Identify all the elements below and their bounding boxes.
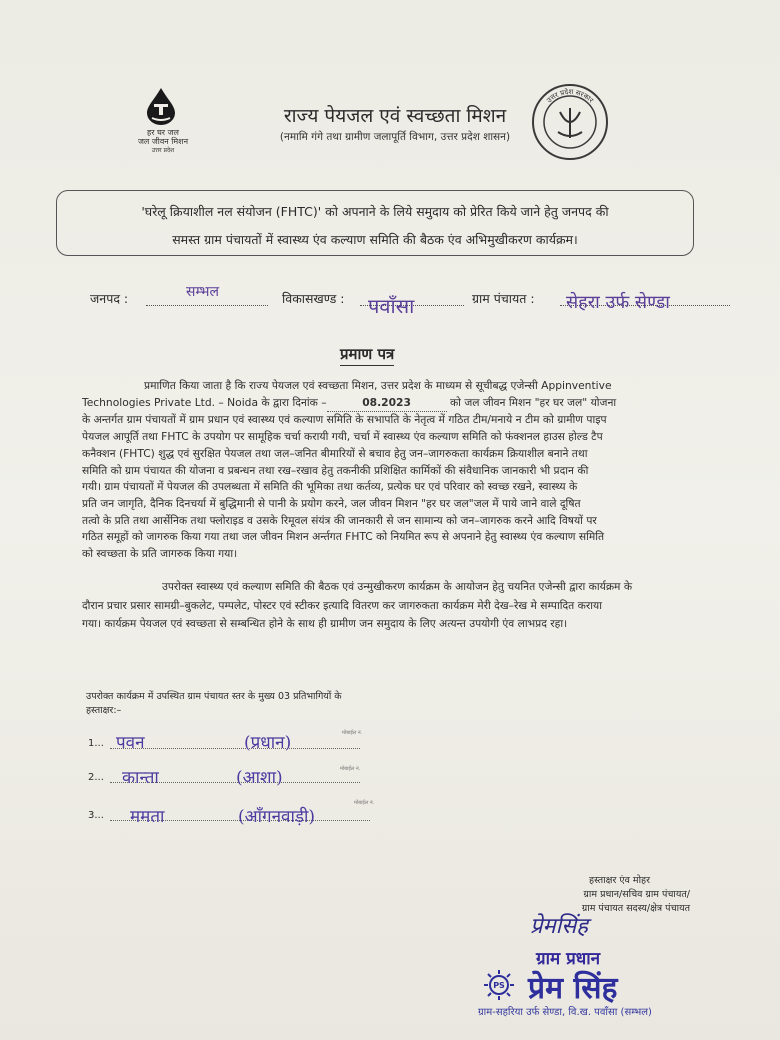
- para2-line3: गया। कार्यक्रम पेयजल एवं स्वच्छता से सम्बन्धित होने के साथ ही ग्रामीण जन समुदाय के लिए अत्यन्त उपयोगी एंव लाभप्रद रहा।: [82, 617, 568, 630]
- attendee-3-mobile-label: मोबाईल नं.: [354, 800, 375, 806]
- water-drop-logo: [142, 86, 180, 126]
- para2-line1: उपरोक्त स्वास्थ्य एवं कल्याण समिति की बैठक एवं उन्मुखीकरण कार्यक्रम के आयोजन हेतु चयनित एजेन्सी द्वारा कार्यक्रम के: [162, 580, 633, 593]
- signature-caption-line3: ग्राम पंचायत सदस्य/क्षेत्र पंचायत: [581, 903, 690, 914]
- para1-line4: पेयजल आपूर्ति तथा FHTC के उपयोग पर सामूहिक चर्चा करायी गयी, चर्चा में स्वास्थ्य एंव कल्याण समिति को फंक्शनल हाउस होल्ड टैप: [82, 430, 603, 444]
- logo-caption-line2: जल जीवन मिशन: [137, 137, 189, 146]
- logo-caption: [132, 128, 194, 155]
- para1-line5: कनैक्शन (FHTC) शुद्ध एवं सुरक्षित पेयजल तथा जल–जनित बीमारियों से बचाव हेतु जन–जागरुकता कार्यक्रम क्रियाशील बनाने तथा: [82, 446, 588, 460]
- panchayat-label: ग्राम पंचायत :: [472, 291, 535, 306]
- logo-caption-line1: हर घर जल: [147, 128, 179, 137]
- attendee-3-name: ममता: [130, 807, 165, 827]
- panchayat-value: सेहरा उर्फ सेण्डा: [566, 292, 670, 313]
- certificate-title: प्रमाण पत्र: [340, 344, 394, 366]
- attendee-2-role: (आशा): [236, 768, 283, 788]
- ps-stamp-icon: [482, 968, 516, 1002]
- para1-line6: समिति को ग्राम पंचायत की योजना व प्रबन्धन तथा रख–रखाव हेतु तकनीकी प्रशिक्षित कार्मिकों की संवैधानिक जानकारी भी प्रदान की: [82, 463, 589, 477]
- stamp-name: प्रेम सिंह: [528, 971, 618, 1006]
- block-value: पवाँसा: [368, 294, 415, 318]
- org-subtitle: (नमामि गंगे तथा ग्रामीण जलापूर्ति विभाग, उत्तर प्रदेश शासन): [279, 131, 511, 143]
- stamp-title: ग्राम प्रधान: [536, 949, 601, 969]
- body-paragraph-2: [82, 578, 698, 634]
- topic-line-1: 'घरेलू क्रियाशील नल संयोजन (FHTC)' को अपनाने के लिये समुदाय को प्रेरित किये जाने हेतु जनपद की: [141, 204, 609, 219]
- up-government-seal: [530, 82, 610, 162]
- para1-line9: तत्वो के प्रति तथा आर्सेनिक तथा फ्लोराइड व उसके रिमूवल संयंत्र की जानकारी से जन सामान्य को जन–जागरुक करने आदि विषयों पर: [82, 513, 597, 527]
- attendee-3-role: (आँगनवाड़ी): [238, 807, 315, 827]
- attendance-intro-line1: उपरोक्त कार्यक्रम में उपस्थित ग्राम पंचायत स्तर के मुख्य 03 प्रतिभागियों के: [86, 691, 342, 702]
- signature-caption-line1: हस्ताक्षर एंव मोहर: [589, 875, 650, 886]
- logo-caption-line3: उत्तर प्रदेश: [151, 147, 175, 154]
- attendee-1-name: पवन: [116, 733, 145, 753]
- attendee-1-role: (प्रधान): [244, 733, 292, 753]
- para1-line2-start: Technologies Private Ltd. – Noida के द्वारा दिनांक –: [82, 395, 327, 409]
- para1-line10: गठित समूहों को जागरुक किया गया तथा जल जीवन मिशन अर्न्तगत FHTC को नियमित रूप से अपनाने हेतु स्वास्थ्य एंव कल्याण समिति: [82, 530, 605, 544]
- district-value: सम्भल: [186, 284, 219, 300]
- attendance-intro-line2: हस्ताक्षर:–: [86, 705, 122, 716]
- topic-line-2: समस्त ग्राम पंचायतों में स्वास्थ्य एंव कल्याण समिति की बैठक एंव अभिमुखीकरण कार्यक्रम।: [172, 232, 578, 247]
- attendee-2-number: 2...: [88, 772, 104, 783]
- attendance-intro: [86, 690, 426, 718]
- attendee-1-number: 1...: [88, 738, 104, 749]
- para1-line11: को स्वच्छता के प्रति जागरुक किया गया।: [82, 547, 238, 561]
- seal-text: उत्तर प्रदेश सरकार: [545, 87, 595, 105]
- stamp-address: ग्राम-सहरिया उर्फ सेण्डा, वि.ख. पवाँसा (सम्भल): [478, 1007, 652, 1018]
- signature-caption-line2: ग्राम प्रधान/सचिव ग्राम पंचायत/: [583, 889, 690, 900]
- para1-line2: [82, 395, 698, 413]
- district-label: जनपद :: [90, 291, 129, 306]
- para1-line8: प्रति जन जागृति, दैनिक दिनचर्या में बुद्धिमानी से पानी के प्रयोग करने, जल जीवन मिशन "हर घर जल"जल में पाये जाने वाले दूषित: [82, 496, 581, 510]
- attendee-2-name: कान्ता: [122, 768, 159, 788]
- block-label: विकासखण्ड :: [282, 291, 345, 306]
- org-title: राज्य पेयजल एवं स्वच्छता मिशन: [283, 105, 507, 127]
- para1-line3: के अन्तर्गत ग्राम पंचायतों में ग्राम प्रधान एवं स्वास्थ्य एवं कल्याण समिति के सभापति के नेतृत्व में गठित टीम/मनाये न टीम को ग्रामीण पाइप: [82, 413, 607, 427]
- para1-line7: गयी। ग्राम पंचायतों में पेयजल की उपलब्धता में समिति की भूमिका तथा कर्तव्य, प्रत्येक घर एवं परिवार को स्वच्छ रखने, स्वास्थ्य के: [82, 480, 578, 494]
- para1-line2-end: को जल जीवन मिशन "हर घर जल" योजना: [449, 395, 617, 409]
- body-paragraph-1: [82, 378, 698, 563]
- attendee-3-number: 3...: [88, 810, 104, 821]
- program-date: 08.2023: [362, 395, 411, 409]
- handwritten-signature: प्रेमसिंह: [530, 914, 588, 939]
- attendee-1-line: [110, 748, 360, 749]
- para1-line1: प्रमाणित किया जाता है कि राज्य पेयजल एवं स्वच्छता मिशन, उत्तर प्रदेश के माध्यम से सूचीबद्ध एजेन्सी Appinventive: [144, 379, 612, 392]
- svg-text:PS: PS: [493, 981, 505, 990]
- attendee-2-mobile-label: मोबाईल नं.: [340, 766, 361, 772]
- para2-line2: दौरान प्रचार प्रसार सामग्री–बुकलेट, पम्पलेट, पोस्टर एवं स्टीकर इत्यादि वितरण कर जागरुकता कार्यक्रम मेरी देख–रेख मे सम्पादित कराया: [82, 598, 602, 612]
- attendee-1-mobile-label: मोबाईल नं.: [342, 730, 363, 736]
